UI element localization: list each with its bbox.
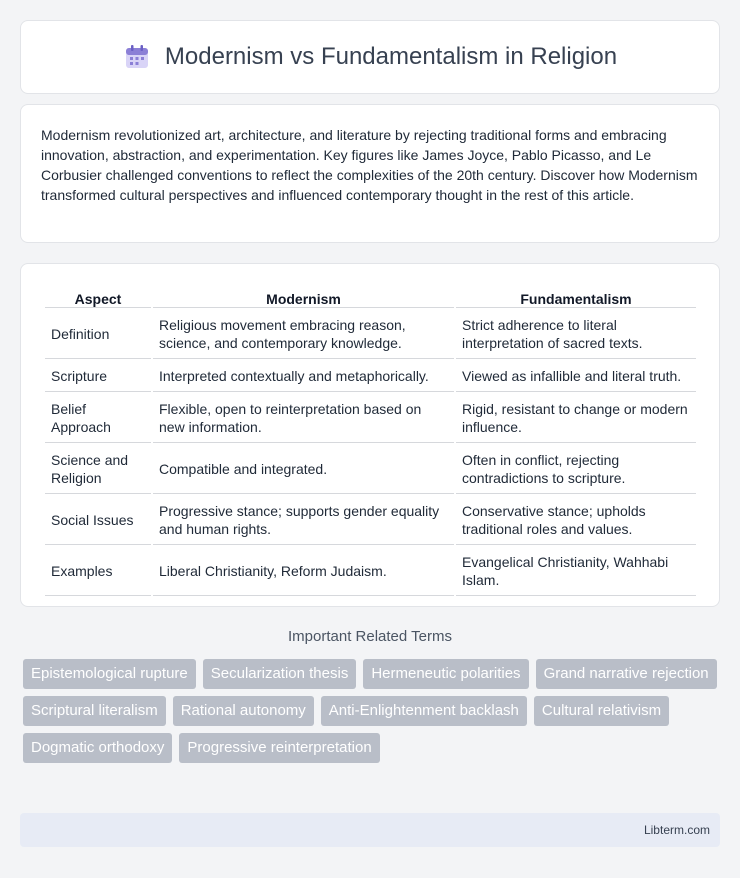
page-title: Modernism vs Fundamentalism in Religion bbox=[164, 43, 618, 70]
footer bbox=[20, 813, 720, 847]
row-modernism-cell: Interpreted contextually and metaphorically. bbox=[153, 361, 454, 392]
column-header-aspect: Aspect bbox=[45, 288, 151, 308]
row-modernism-cell: Progressive stance; supports gender equality and human rights. bbox=[153, 496, 454, 545]
related-term-tag[interactable]: Scriptural literalism bbox=[23, 696, 166, 726]
row-fundamentalism-cell: Conservative stance; upholds traditional roles and values. bbox=[456, 496, 696, 545]
row-fundamentalism-cell: Often in conflict, rejecting contradictions to scripture. bbox=[456, 445, 696, 494]
related-term-tag[interactable]: Cultural relativism bbox=[534, 696, 669, 726]
table-row bbox=[45, 547, 696, 596]
comparison-table-card bbox=[20, 263, 720, 607]
related-term-tag[interactable]: Epistemological rupture bbox=[23, 659, 196, 689]
table-row bbox=[45, 445, 696, 494]
related-term-tag[interactable]: Secularization thesis bbox=[203, 659, 357, 689]
table-row bbox=[45, 496, 696, 545]
footer-site-name[interactable]: Libterm.com bbox=[643, 823, 710, 837]
row-aspect-cell: Social Issues bbox=[45, 496, 151, 545]
related-term-tag[interactable]: Progressive reinterpretation bbox=[179, 733, 379, 763]
row-fundamentalism-cell: Evangelical Christianity, Wahhabi Islam. bbox=[456, 547, 696, 596]
row-modernism-cell: Compatible and integrated. bbox=[153, 445, 454, 494]
related-terms-heading: Important Related Terms bbox=[288, 628, 452, 645]
row-modernism-cell: Flexible, open to reinterpretation based on new information. bbox=[153, 394, 454, 443]
comparison-table bbox=[43, 286, 698, 598]
column-header-fundamentalism: Fundamentalism bbox=[456, 288, 696, 308]
related-term-tag[interactable]: Dogmatic orthodoxy bbox=[23, 733, 172, 763]
row-aspect-cell: Belief Approach bbox=[45, 394, 151, 443]
related-terms-list bbox=[23, 659, 723, 763]
row-aspect-cell: Examples bbox=[45, 547, 151, 596]
related-term-tag[interactable]: Hermeneutic polarities bbox=[363, 659, 528, 689]
row-aspect-cell: Science and Religion bbox=[45, 445, 151, 494]
row-aspect-cell: Definition bbox=[45, 310, 151, 359]
row-fundamentalism-cell: Viewed as infallible and literal truth. bbox=[456, 361, 696, 392]
row-modernism-cell: Liberal Christianity, Reform Judaism. bbox=[153, 547, 454, 596]
related-term-tag[interactable]: Anti-Enlightenment backlash bbox=[321, 696, 527, 726]
row-fundamentalism-cell: Rigid, resistant to change or modern influence. bbox=[456, 394, 696, 443]
row-fundamentalism-cell: Strict adherence to literal interpretation of sacred texts. bbox=[456, 310, 696, 359]
table-row bbox=[45, 361, 696, 392]
title-wrap bbox=[123, 43, 617, 71]
intro-paragraph: Modernism revolutionized art, architecture, and literature by rejecting traditional forms and embracing innovation, abstraction, and experimentation. Key figures like James Joyce, Pablo Picasso, and Le Corbusier challenged conventions to reflect the complexities of the 20th century. Discover how Modernism transformed cultural perspectives and influenced contemporary thought in the rest of this article. bbox=[41, 127, 698, 203]
row-modernism-cell: Religious movement embracing reason, science, and contemporary knowledge. bbox=[153, 310, 454, 359]
related-term-tag[interactable]: Grand narrative rejection bbox=[536, 659, 717, 689]
header-card bbox=[20, 20, 720, 94]
column-header-modernism: Modernism bbox=[153, 288, 454, 308]
table-row bbox=[45, 394, 696, 443]
related-term-tag[interactable]: Rational autonomy bbox=[173, 696, 314, 726]
intro-card bbox=[20, 104, 720, 243]
row-aspect-cell: Scripture bbox=[45, 361, 151, 392]
calendar-icon bbox=[123, 43, 151, 71]
table-header-row bbox=[45, 288, 696, 308]
table-row bbox=[45, 310, 696, 359]
